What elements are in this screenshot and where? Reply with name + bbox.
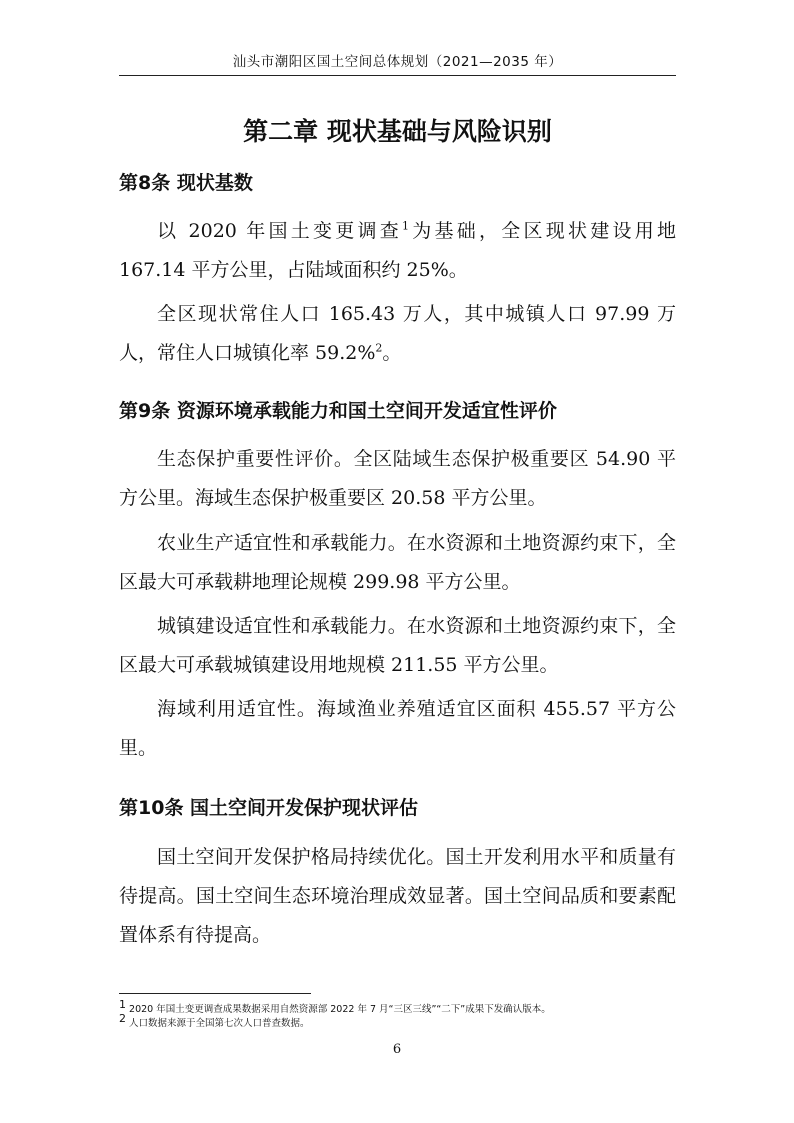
text-span: 全区现状常住人口 165.43 万人，其中城镇人口 97.99 万人，常住人口城镇化率 59.2%	[119, 303, 676, 364]
article-9-heading: 第9条 资源环境承载能力和国土空间开发适宜性评价	[119, 400, 557, 422]
article-9-paragraph-3: 城镇建设适宜性和承载能力。在水资源和土地资源约束下，全区最大可承载城镇建设用地规模 211.55 平方公里。	[119, 615, 676, 676]
article-10-paragraph-1: 国土空间开发保护格局持续优化。国土开发利用水平和质量有待提高。国土空间生态环境治理成效显著。国土空间品质和要素配置体系有待提高。	[119, 846, 676, 946]
text-span: 以 2020 年国土变更调查	[157, 220, 402, 242]
footnote-mark: 1	[119, 997, 126, 1011]
footnote-text: 人口数据来源于全国第七次人口普查数据。	[129, 1018, 310, 1029]
footnote-ref-2[interactable]: 2	[375, 341, 383, 355]
footnote-1	[119, 997, 551, 1015]
text-span: 为基础，全区现状建设用地 167.14 平方公里，占陆域面积约 25%。	[119, 220, 676, 281]
chapter-title: 第二章 现状基础与风险识别	[243, 117, 552, 146]
text-span: 。	[382, 342, 402, 364]
footnote-mark: 2	[119, 1011, 126, 1025]
article-10-heading: 第10条 国土空间开发保护现状评估	[119, 797, 419, 819]
header-divider	[119, 75, 676, 76]
article-9-paragraph-4: 海域利用适宜性。海域渔业养殖适宜区面积 455.57 平方公里。	[119, 698, 676, 759]
footnote-2	[119, 1011, 310, 1029]
footnote-ref-1[interactable]: 1	[401, 219, 409, 233]
page-number: 6	[392, 1042, 402, 1057]
footnote-divider	[119, 993, 311, 994]
article-8-paragraph-2	[119, 295, 676, 373]
article-8-heading: 第8条 现状基数	[119, 172, 253, 194]
article-9-paragraph-1: 生态保护重要性评价。全区陆域生态保护极重要区 54.90 平方公里。海域生态保护极重要区 20.58 平方公里。	[119, 448, 676, 509]
running-header: 汕头市潮阳区国土空间总体规划（2021—2035 年）	[232, 54, 563, 70]
article-8-paragraph-1	[119, 212, 676, 290]
footnote-text: 2020 年国土变更调查成果数据采用自然资源部 2022 年 7 月“三区三线”“二下”成果下发确认版本。	[129, 1004, 551, 1015]
article-9-paragraph-2: 农业生产适宜性和承载能力。在水资源和土地资源约束下，全区最大可承载耕地理论规模 299.98 平方公里。	[119, 532, 676, 593]
